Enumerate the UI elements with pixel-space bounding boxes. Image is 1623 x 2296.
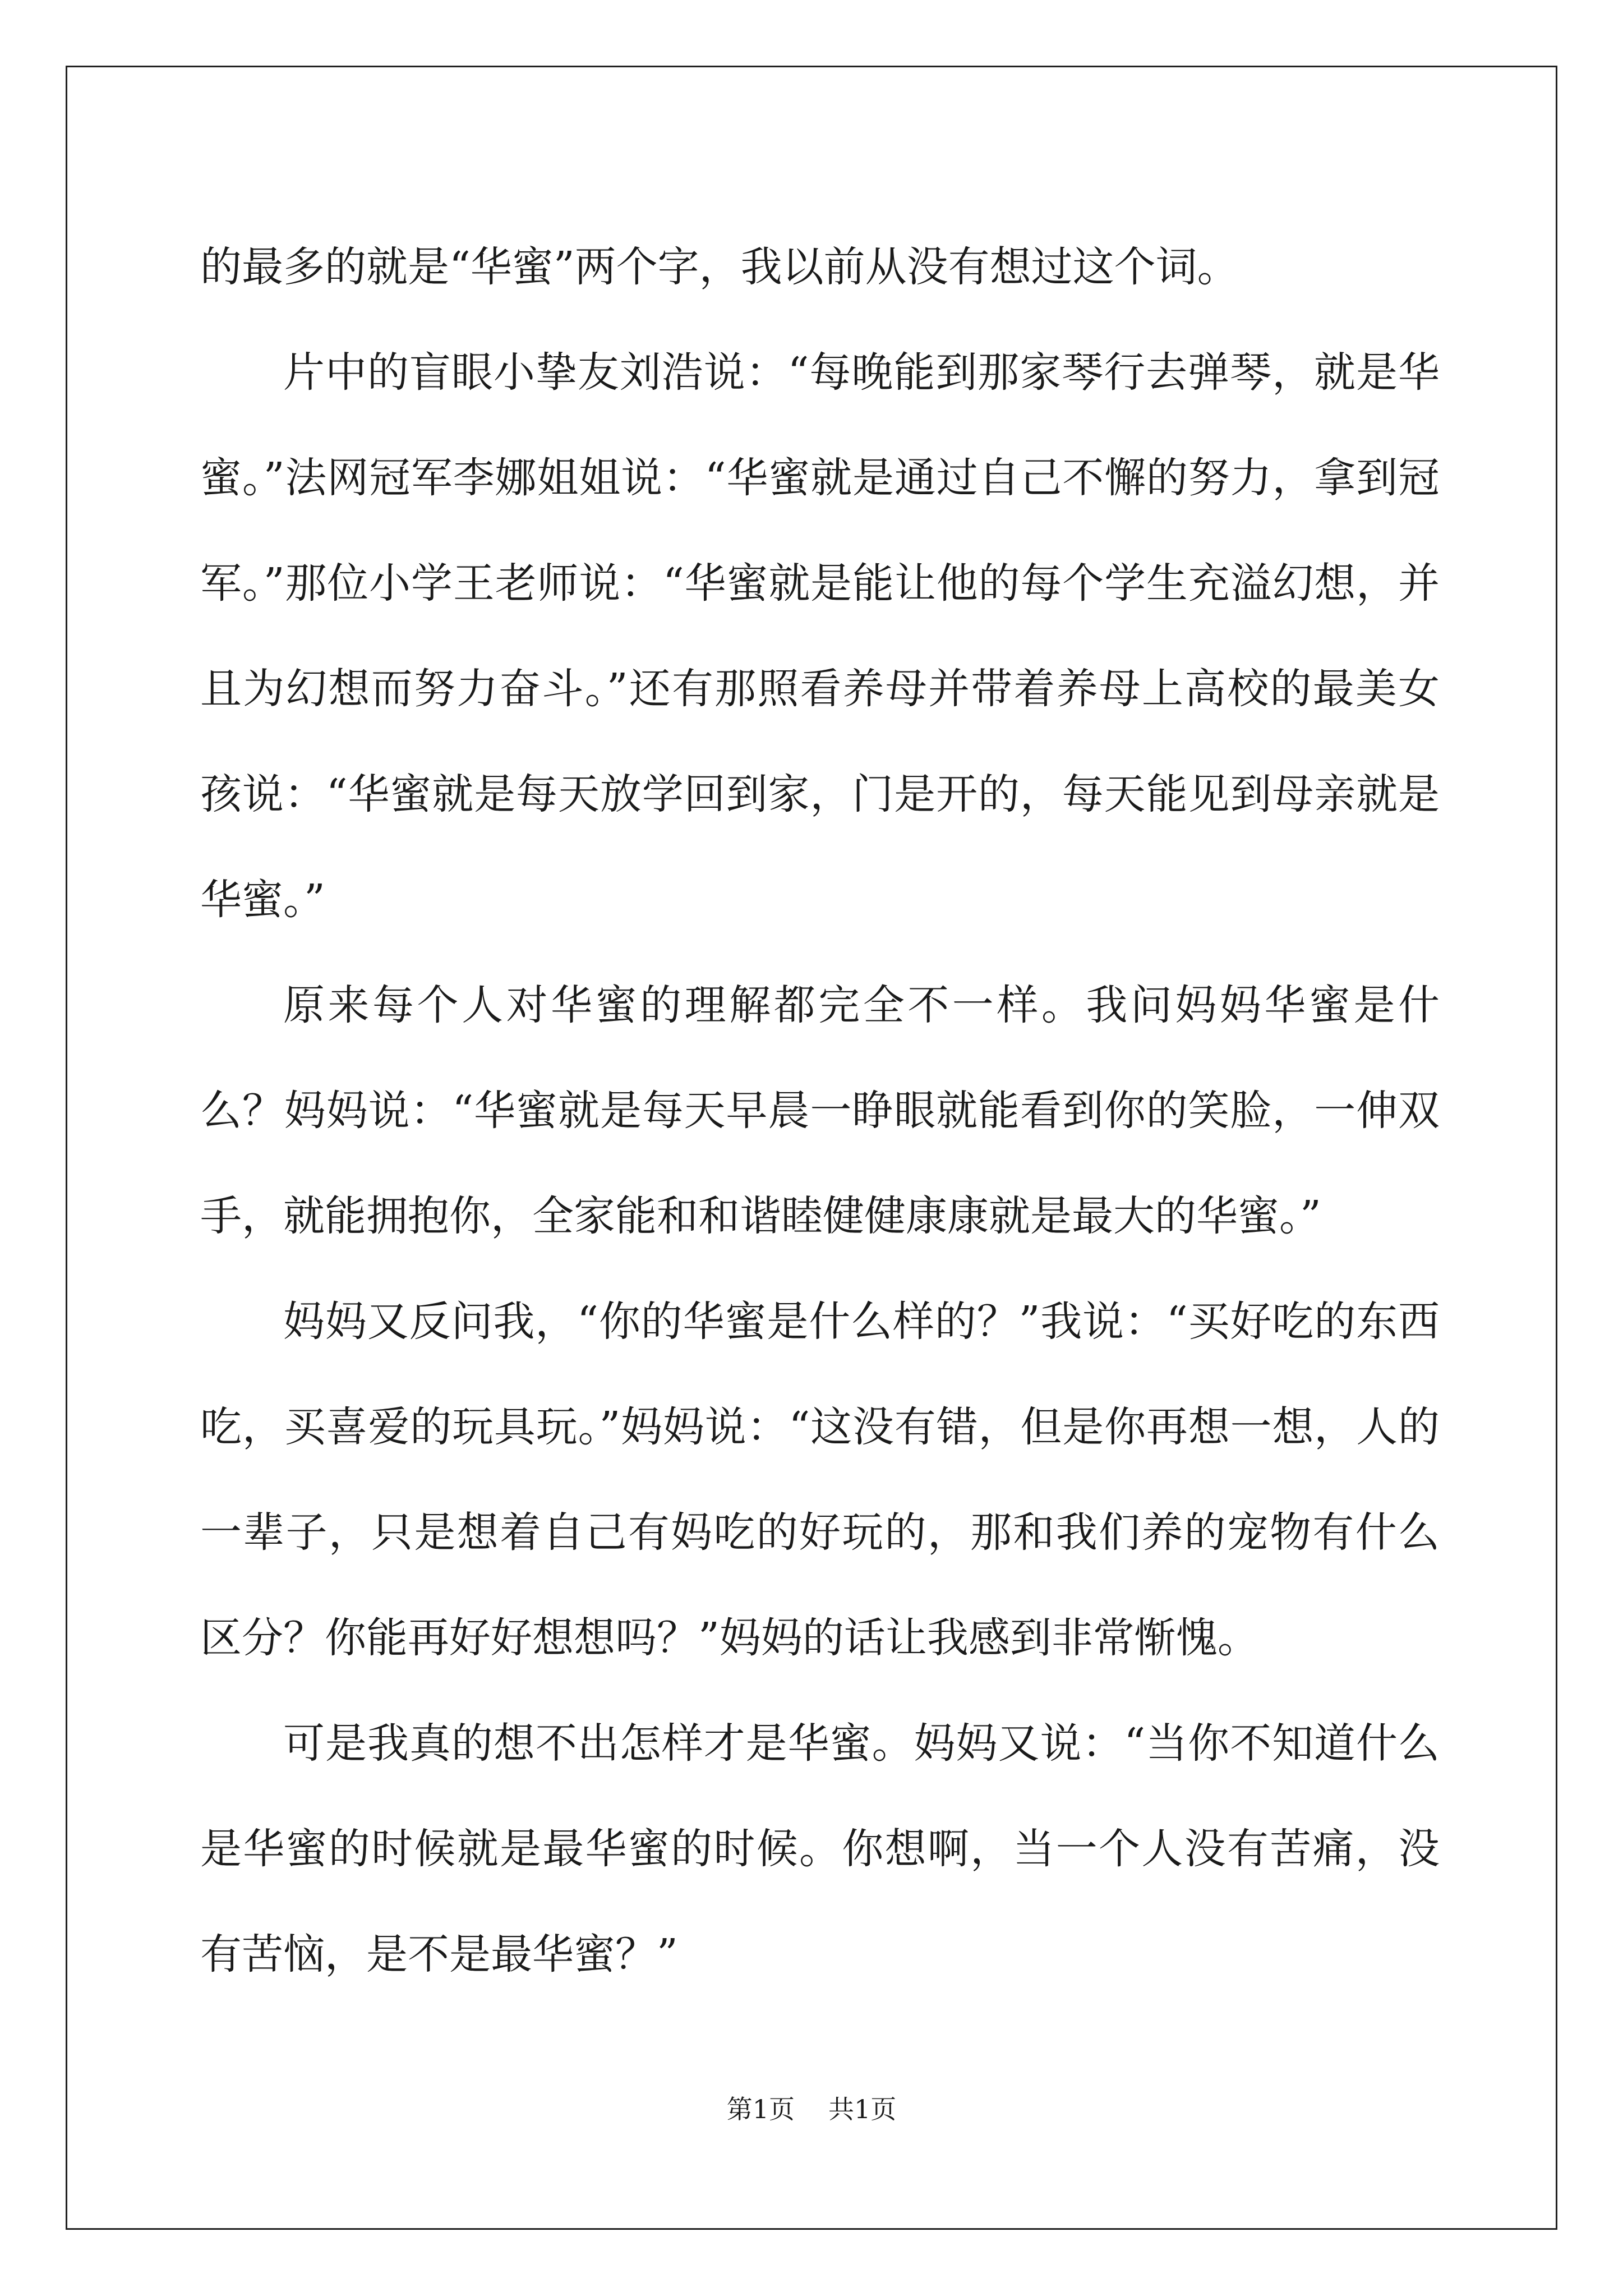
page-number-current: 第1页 bbox=[726, 2094, 795, 2124]
page-footer bbox=[0, 2092, 1623, 2126]
paragraph-2: 片中的盲眼小挚友刘浩说：“每晚能到那家琴行去弹琴，就是华蜜。”法网冠军李娜姐姐说：“华蜜就是通过自己不懈的努力，拿到冠军。”那位小学王老师说：“华蜜就是能让他的每个学生充溢幻想，并且为幻想而努力奋斗。”还有那照看养母并带着养母上高校的最美女孩说：“华蜜就是每天放学回到家，门是开的，每天能见到母亲就是华蜜。” bbox=[200, 348, 1440, 924]
paragraph-1: 的最多的就是“华蜜”两个字，我以前从没有想过这个词。 bbox=[200, 243, 1239, 291]
paragraph-5: 可是我真的想不出怎样才是华蜜。妈妈又说：“当你不知道什么是华蜜的时候就是最华蜜的时候。你想啊，当一个人没有苦痛，没有苦恼，是不是最华蜜？” bbox=[200, 1719, 1440, 1978]
document-body bbox=[200, 214, 1440, 2007]
paragraph-3: 原来每个人对华蜜的理解都完全不一样。我问妈妈华蜜是什么？妈妈说：“华蜜就是每天早晨一睁眼就能看到你的笑脸，一伸双手，就能拥抱你，全家能和和谐睦健健康康就是最大的华蜜。” bbox=[200, 981, 1440, 1240]
page-number-total: 共1页 bbox=[828, 2094, 897, 2124]
paragraph-4: 妈妈又反问我，“你的华蜜是什么样的？”我说：“买好吃的东西吃，买喜爱的玩具玩。”妈妈说：“这没有错，但是你再想一想，人的一辈子，只是想着自己有妈吃的好玩的，那和我们养的宠物有什么区分？你能再好好想想吗？”妈妈的话让我感到非常惭愧。 bbox=[200, 1297, 1440, 1662]
